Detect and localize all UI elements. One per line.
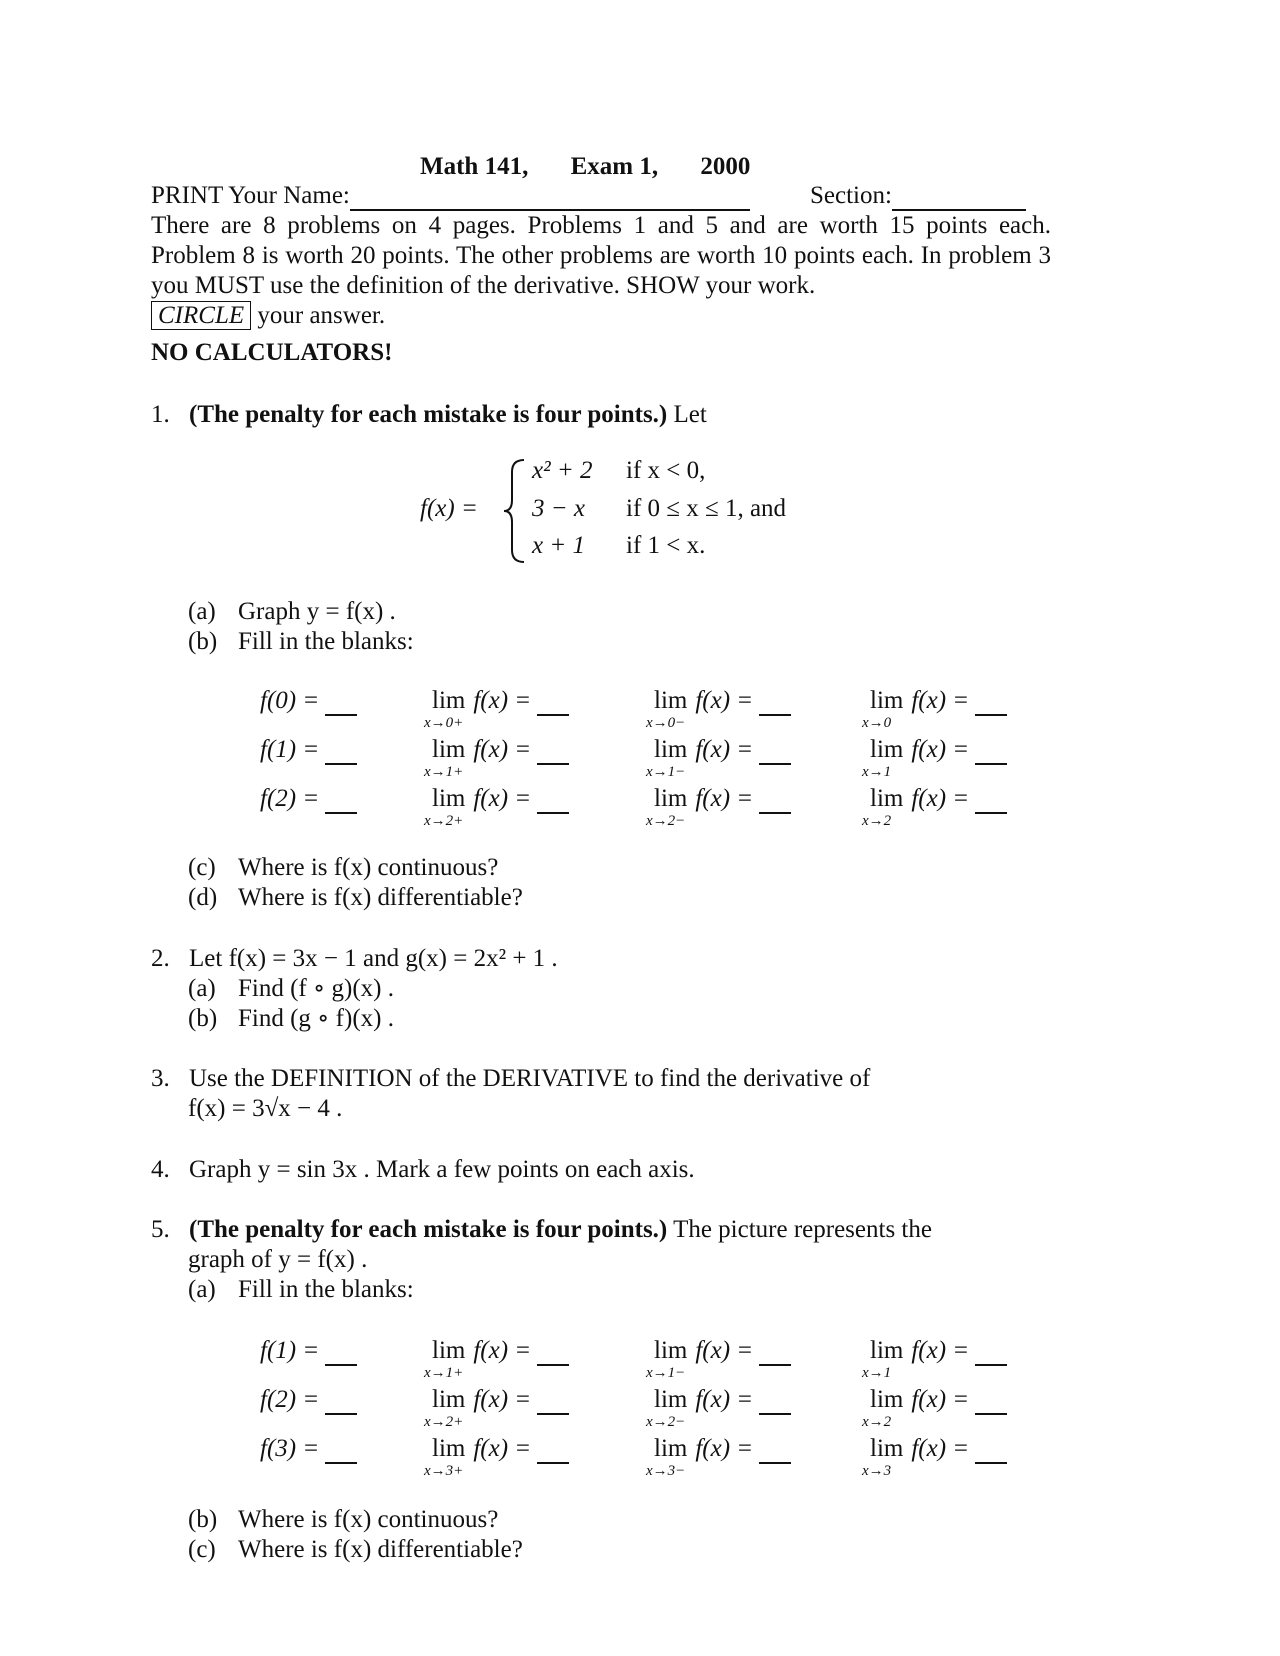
piece-row [532, 531, 705, 561]
right-limit-cell[interactable]: lim x→3+ f(x) = [432, 1434, 569, 1464]
value-cell[interactable]: f(1) = [260, 1336, 357, 1366]
right-limit-cell[interactable]: lim x→1+ f(x) = [432, 1336, 569, 1366]
answer-blank[interactable] [759, 1442, 791, 1464]
no-calculators: NO CALCULATORS! [151, 339, 393, 366]
piece-row [532, 456, 705, 486]
answer-blank[interactable] [975, 743, 1007, 765]
answer-blank[interactable] [759, 1393, 791, 1415]
answer-blank[interactable] [537, 1442, 569, 1464]
problem-1-heading [151, 400, 707, 430]
section-field[interactable] [810, 181, 1026, 211]
name-field[interactable] [151, 181, 750, 211]
right-limit-cell[interactable]: lim x→2+ f(x) = [432, 1385, 569, 1415]
two-sided-limit-cell[interactable]: lim x→1 f(x) = [870, 735, 1007, 765]
left-limit-cell[interactable]: lim x→1− f(x) = [654, 735, 791, 765]
piece-expr: 3 − x [532, 495, 585, 522]
value-cell[interactable]: f(1) = [260, 735, 357, 765]
answer-blank[interactable] [975, 792, 1007, 814]
answer-blank[interactable] [325, 1344, 357, 1366]
exam-year: 2000 [700, 153, 751, 180]
left-limit-cell[interactable]: lim x→3− f(x) = [654, 1434, 791, 1464]
part-1a: (a) Graph y = f(x) . [188, 598, 396, 625]
piece-expr: x² + 2 [532, 457, 593, 484]
left-limit-cell[interactable]: lim x→2− f(x) = [654, 1385, 791, 1415]
two-sided-limit-cell[interactable]: lim x→1 f(x) = [870, 1336, 1007, 1366]
section-label: Section: [810, 182, 892, 209]
answer-blank[interactable] [325, 743, 357, 765]
part-5b: (b) Where is f(x) continuous? [188, 1506, 499, 1533]
piece-expr: x + 1 [532, 532, 585, 559]
name-blank[interactable] [350, 189, 750, 211]
right-limit-cell[interactable]: lim x→2+ f(x) = [432, 784, 569, 814]
answer-blank[interactable] [325, 792, 357, 814]
problem-2: 2. Let f(x) = 3x − 1 and g(x) = 2x² + 1 . [151, 945, 558, 972]
answer-blank[interactable] [759, 694, 791, 716]
answer-blank[interactable] [759, 1344, 791, 1366]
part-1d: (d) Where is f(x) differentiable? [188, 884, 523, 911]
penalty-note: (The penalty for each mistake is four points.) [189, 401, 668, 428]
answer-blank[interactable] [975, 1344, 1007, 1366]
right-limit-cell[interactable]: lim x→1+ f(x) = [432, 735, 569, 765]
exam-name: Exam 1, [570, 153, 659, 180]
part-5a: (a) Fill in the blanks: [188, 1276, 414, 1303]
left-limit-cell[interactable]: lim x→0− f(x) = [654, 686, 791, 716]
problem-3: 3. Use the DEFINITION of the DERIVATIVE to find the derivative of [151, 1065, 871, 1092]
piece-cond: if 0 ≤ x ≤ 1, and [626, 495, 787, 522]
two-sided-limit-cell[interactable]: lim x→2 f(x) = [870, 784, 1007, 814]
value-cell[interactable]: f(3) = [260, 1434, 357, 1464]
value-cell[interactable]: f(2) = [260, 784, 357, 814]
let-word: Let [673, 401, 707, 428]
answer-blank[interactable] [325, 694, 357, 716]
course-name: Math 141, [420, 153, 529, 180]
left-brace-icon [502, 456, 530, 566]
problem-number: 1. [151, 401, 170, 428]
part-1b: (b) Fill in the blanks: [188, 628, 414, 655]
circle-word: CIRCLE [151, 301, 251, 330]
part-2a: (a) Find (f ∘ g)(x) . [188, 975, 394, 1002]
two-sided-limit-cell[interactable]: lim x→3 f(x) = [870, 1434, 1007, 1464]
instructions-text: There are 8 problems on 4 pages. Problems 1 and 5 and are worth 15 points each. Problem 8 is worth 20 points. The other problems are worth 10 points each. In problem 3 you MUST use the definition of the derivative. SHOW your work. [151, 212, 1051, 299]
right-limit-cell[interactable]: lim x→0+ f(x) = [432, 686, 569, 716]
problem-5-line2: graph of y = f(x) . [188, 1246, 368, 1273]
instructions [151, 211, 1051, 331]
penalty-note: (The penalty for each mistake is four points.) [189, 1216, 668, 1243]
piece-cond: if x < 0, [626, 457, 706, 484]
answer-blank[interactable] [975, 1442, 1007, 1464]
part-2b: (b) Find (g ∘ f)(x) . [188, 1005, 394, 1032]
answer-blank[interactable] [975, 1393, 1007, 1415]
answer-blank[interactable] [325, 1393, 357, 1415]
piecewise-definition [420, 456, 840, 566]
problem-5-heading: 5. (The penalty for each mistake is four points.) The picture represents the [151, 1216, 932, 1243]
left-limit-cell[interactable]: lim x→2− f(x) = [654, 784, 791, 814]
part-5c: (c) Where is f(x) differentiable? [188, 1536, 523, 1563]
answer-blank[interactable] [537, 1393, 569, 1415]
section-blank[interactable] [892, 189, 1026, 211]
answer-blank[interactable] [975, 694, 1007, 716]
answer-blank[interactable] [759, 743, 791, 765]
value-cell[interactable]: f(0) = [260, 686, 357, 716]
left-limit-cell[interactable]: lim x→1− f(x) = [654, 1336, 791, 1366]
answer-blank[interactable] [537, 792, 569, 814]
print-name-label: PRINT Your Name: [151, 182, 350, 209]
value-cell[interactable]: f(2) = [260, 1385, 357, 1415]
problem-4: 4. Graph y = sin 3x . Mark a few points on each axis. [151, 1156, 695, 1183]
problem-3-formula: f(x) = 3√x − 4 . [188, 1095, 343, 1122]
answer-blank[interactable] [325, 1442, 357, 1464]
circle-rest: your answer. [257, 302, 386, 329]
exam-title [420, 152, 786, 182]
answer-blank[interactable] [537, 694, 569, 716]
two-sided-limit-cell[interactable]: lim x→0 f(x) = [870, 686, 1007, 716]
piece-row [532, 494, 786, 524]
answer-blank[interactable] [759, 792, 791, 814]
answer-blank[interactable] [537, 1344, 569, 1366]
fx-label: f(x) = [420, 495, 478, 522]
part-1c: (c) Where is f(x) continuous? [188, 854, 499, 881]
two-sided-limit-cell[interactable]: lim x→2 f(x) = [870, 1385, 1007, 1415]
piece-cond: if 1 < x. [626, 532, 706, 559]
answer-blank[interactable] [537, 743, 569, 765]
